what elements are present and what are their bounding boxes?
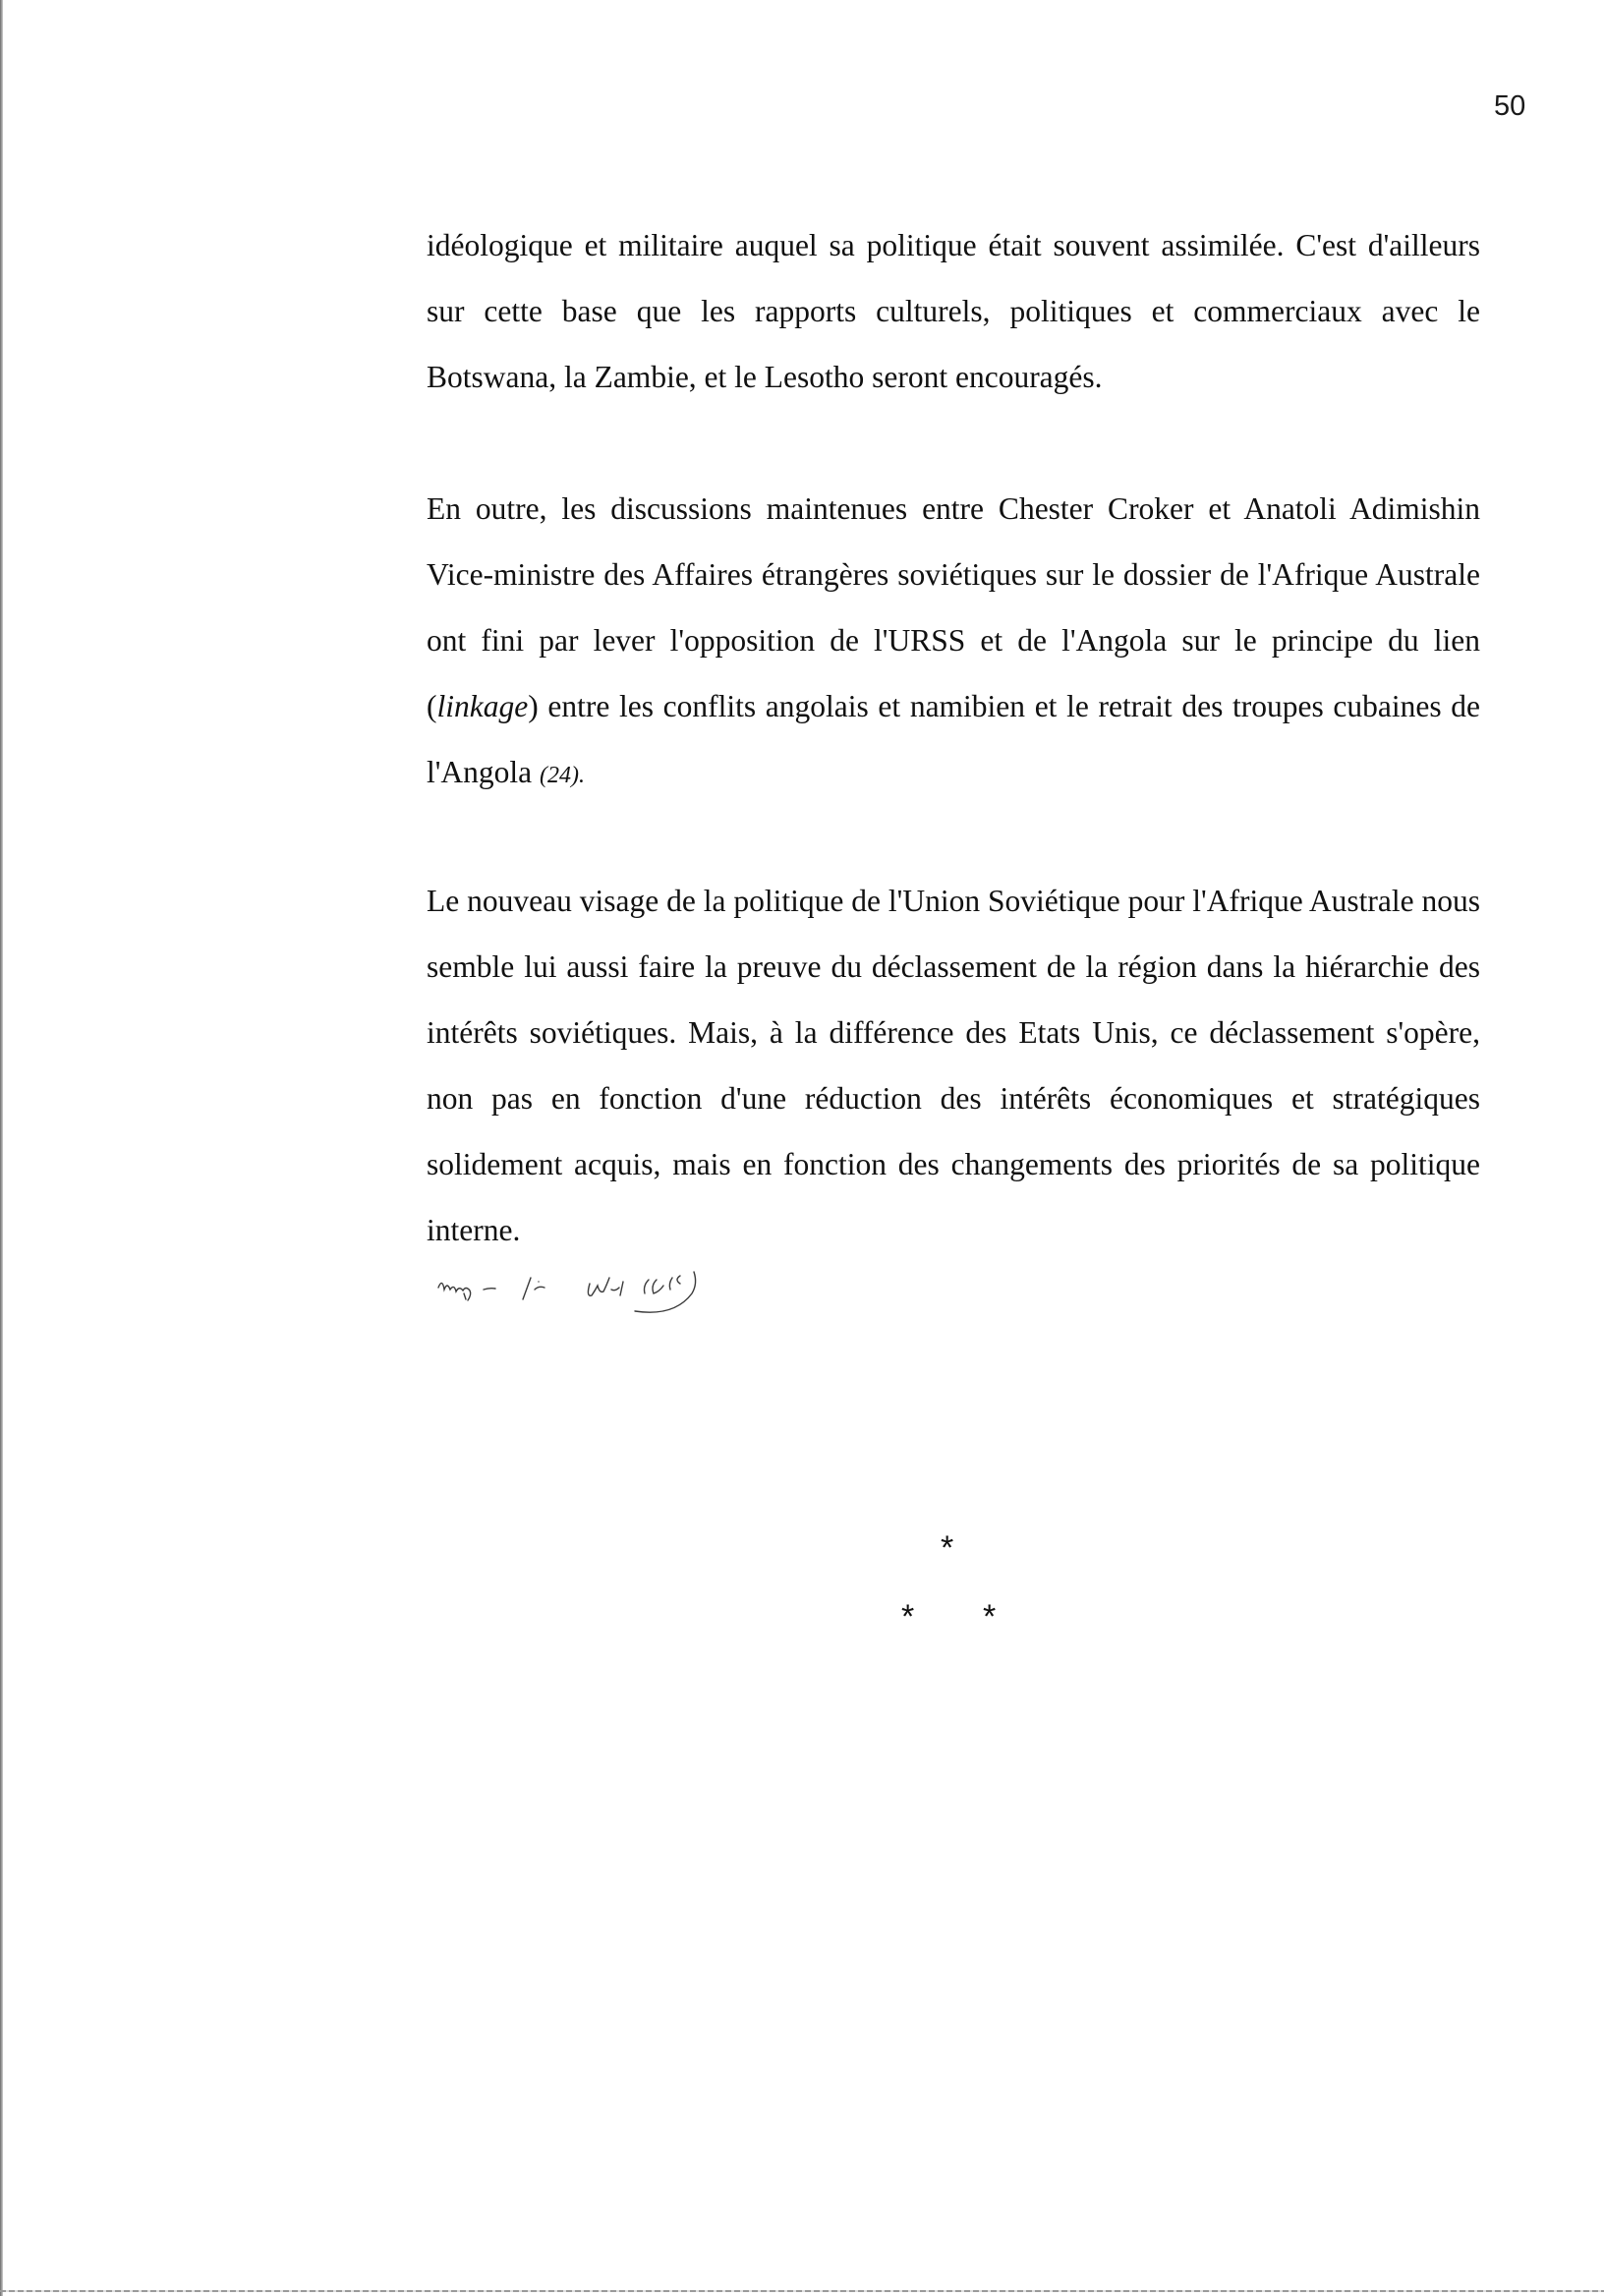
separator-asterisk-top: * (941, 1529, 954, 1567)
separator-asterisk-left: * (901, 1598, 915, 1636)
paragraph-2-text-before: En outre, les discussions maintenues entre Chester Croker et Anatoli Adimishin Vice-ministre des Affaires étrangères soviétiques sur le dossier de l'Afrique Australe ont fini par lever l'opposition de l'URSS et de l'Angola sur le principe du lien ( (427, 491, 1480, 723)
separator-asterisk-right: * (983, 1598, 997, 1636)
scan-edge-bottom (0, 2290, 1604, 2292)
linkage-emphasis: linkage (436, 689, 529, 723)
handwritten-annotation (432, 1260, 747, 1319)
footnote-reference: (24). (540, 763, 586, 788)
paragraph-1: idéologique et militaire auquel sa politique était souvent assimilée. C'est d'ailleurs sur cette base que les rapports culturels, politiques et commerciaux avec le Botswana, la Zambie, et le Lesotho seront encouragés. (427, 228, 1480, 394)
scan-edge-left (0, 0, 3, 2296)
page-number: 50 (1494, 90, 1526, 122)
paragraph-2 (427, 476, 1480, 809)
paragraph-2-text-after: ) entre les conflits angolais et namibien et le retrait des troupes cubaines de l'Angola (427, 689, 1480, 789)
paragraph-3: Le nouveau visage de la politique de l'Union Soviétique pour l'Afrique Australe nous semble lui aussi faire la preuve du déclassement de la région dans la hiérarchie des intérêts soviétiques. Mais, à la différence des Etats Unis, ce déclassement s'opère, non pas en fonction d'une réduction des intérêts économiques et stratégiques solidement acquis, mais en fonction des changements des priorités de sa politique interne. (427, 884, 1480, 1247)
